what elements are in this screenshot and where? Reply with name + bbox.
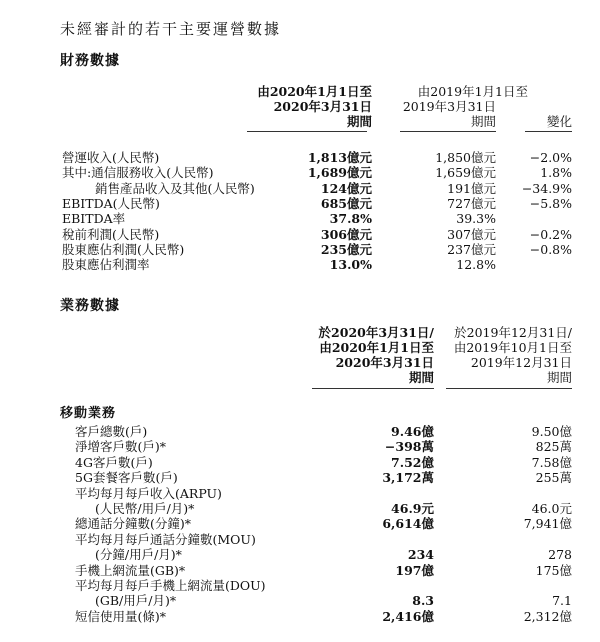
current-period-value: 3,172萬 (382, 470, 434, 486)
row-label: EBITDA(人民幣) (62, 195, 160, 211)
row-label: 銷售產品收入及其他(人民幣) (95, 180, 255, 196)
row-label: EBITDA率 (62, 211, 126, 227)
row-label: (分鐘/用戶/月)* (95, 547, 182, 563)
fin-col2-line3: 期間 (470, 114, 496, 129)
bus-col1-line2: 由2020年1月1日至 (319, 340, 434, 355)
current-period-value: 235億元 (320, 241, 372, 257)
fin-col3-rule (525, 131, 572, 132)
prior-period-value: 2,312億 (523, 608, 572, 624)
current-period-value: 1,689億元 (307, 165, 372, 181)
table-row (0, 242, 600, 257)
bus-col2-line1: 於2019年12月31日/ (454, 325, 572, 340)
page-title: 未經審計的若干主要運營數據 (60, 20, 282, 38)
table-row (0, 150, 600, 165)
fin-col1-line1: 由2020年1月1日至 (257, 84, 372, 99)
prior-period-value: 191億元 (447, 180, 496, 196)
fin-col3-header: 變化 (546, 114, 572, 129)
prior-period-value: 307億元 (447, 226, 496, 242)
table-row (0, 486, 600, 501)
prior-period-value: 1,659億元 (435, 165, 496, 181)
fin-col1-line3: 期間 (346, 114, 372, 129)
table-row (0, 516, 600, 531)
prior-period-value: 825萬 (535, 439, 572, 455)
bus-col1-line1: 於2020年3月31日/ (318, 325, 434, 340)
prior-period-value: 727億元 (447, 195, 496, 211)
table-row (0, 578, 600, 593)
table-row (0, 211, 600, 226)
fin-col2-line2: 2019年3月31日 (402, 99, 496, 114)
row-label: 淨增客戶數(戶)* (75, 439, 167, 455)
table-row (0, 455, 600, 470)
table-row (0, 181, 600, 196)
row-label: (GB/用戶/月)* (95, 593, 177, 609)
row-label: 總通話分鐘數(分鐘)* (75, 516, 192, 532)
row-label: 其中:通信服務收入(人民幣) (62, 165, 214, 181)
current-period-value: 9.46億 (391, 424, 434, 439)
table-row (0, 547, 600, 562)
prior-period-value: 9.50億 (531, 424, 572, 439)
table-row (0, 609, 600, 624)
current-period-value: 13.0% (329, 257, 372, 273)
bus-col1-rule (312, 388, 434, 389)
fin-col1-line2: 2020年3月31日 (273, 99, 372, 114)
bus-col2-rule (446, 388, 572, 389)
fin-col2-line1: 由2019年1月1日至 (417, 84, 528, 99)
current-period-value: −398萬 (384, 439, 434, 455)
bus-col2-line2: 由2019年10月1日至 (453, 340, 572, 355)
table-row (0, 227, 600, 242)
financial-heading: 財務數據 (60, 53, 120, 69)
row-label: 平均每月每戶通話分鐘數(MOU) (75, 531, 256, 547)
current-period-value: 124億元 (320, 180, 372, 196)
prior-period-value: 39.3% (456, 211, 496, 227)
current-period-value: 6,614億 (382, 516, 434, 532)
bus-col2-line4: 期間 (546, 370, 572, 385)
table-row (0, 165, 600, 180)
current-period-value: 197億 (395, 562, 434, 578)
row-label: 5G套餐客戶數(戶) (75, 470, 178, 486)
change-value: −5.8% (529, 195, 572, 211)
row-label: 稅前利潤(人民幣) (62, 226, 160, 242)
table-row (0, 439, 600, 454)
prior-period-value: 7,941億 (523, 516, 572, 532)
row-label: 短信使用量(條)* (75, 608, 167, 624)
prior-period-value: 255萬 (535, 470, 572, 486)
table-row (0, 532, 600, 547)
fin-col2-rule (400, 131, 496, 132)
business-heading: 業務數據 (60, 298, 120, 314)
row-label: 營運收入(人民幣) (62, 150, 160, 165)
prior-period-value: 12.8% (456, 257, 496, 273)
change-value: −2.0% (529, 150, 572, 165)
change-value: −0.8% (529, 241, 572, 257)
prior-period-value: 7.58億 (531, 454, 572, 470)
prior-period-value: 7.1 (552, 593, 572, 609)
row-label: 平均每月每戶手機上網流量(DOU) (75, 578, 266, 593)
change-value: −34.9% (521, 180, 572, 196)
table-row (0, 593, 600, 608)
prior-period-value: 1,850億元 (435, 150, 496, 165)
table-row (0, 470, 600, 485)
bus-col1-line3: 2020年3月31日 (335, 355, 434, 370)
current-period-value: 37.8% (329, 211, 372, 227)
table-row (0, 196, 600, 211)
change-value: 1.8% (540, 165, 572, 181)
prior-period-value: 175億 (535, 562, 572, 578)
change-value: −0.2% (529, 226, 572, 242)
table-row (0, 257, 600, 272)
row-label: 客戶總數(戶) (75, 424, 148, 439)
current-period-value: 685億元 (320, 195, 372, 211)
bus-col1-line4: 期間 (408, 370, 434, 385)
current-period-value: 2,416億 (382, 608, 434, 624)
row-label: 股東應佔利潤(人民幣) (62, 241, 185, 257)
row-label: 手機上網流量(GB)* (75, 562, 186, 578)
prior-period-value: 46.0元 (531, 501, 572, 516)
row-label: 股東應佔利潤率 (62, 257, 150, 273)
current-period-value: 1,813億元 (307, 150, 372, 165)
row-label: (人民幣/用戶/月)* (95, 501, 195, 516)
mobile-subheading: 移動業務 (60, 406, 117, 421)
prior-period-value: 278 (548, 547, 572, 563)
row-label: 4G客戶數(戶) (75, 454, 153, 470)
bus-col2-line3: 2019年12月31日 (470, 355, 572, 370)
table-row (0, 424, 600, 439)
current-period-value: 306億元 (320, 226, 372, 242)
prior-period-value: 237億元 (447, 241, 496, 257)
current-period-value: 46.9元 (391, 501, 434, 516)
table-row (0, 563, 600, 578)
row-label: 平均每月每戶收入(ARPU) (75, 485, 222, 501)
current-period-value: 7.52億 (391, 454, 434, 470)
table-row (0, 501, 600, 516)
current-period-value: 8.3 (412, 593, 434, 609)
fin-col1-rule (247, 131, 367, 132)
current-period-value: 234 (407, 547, 434, 563)
